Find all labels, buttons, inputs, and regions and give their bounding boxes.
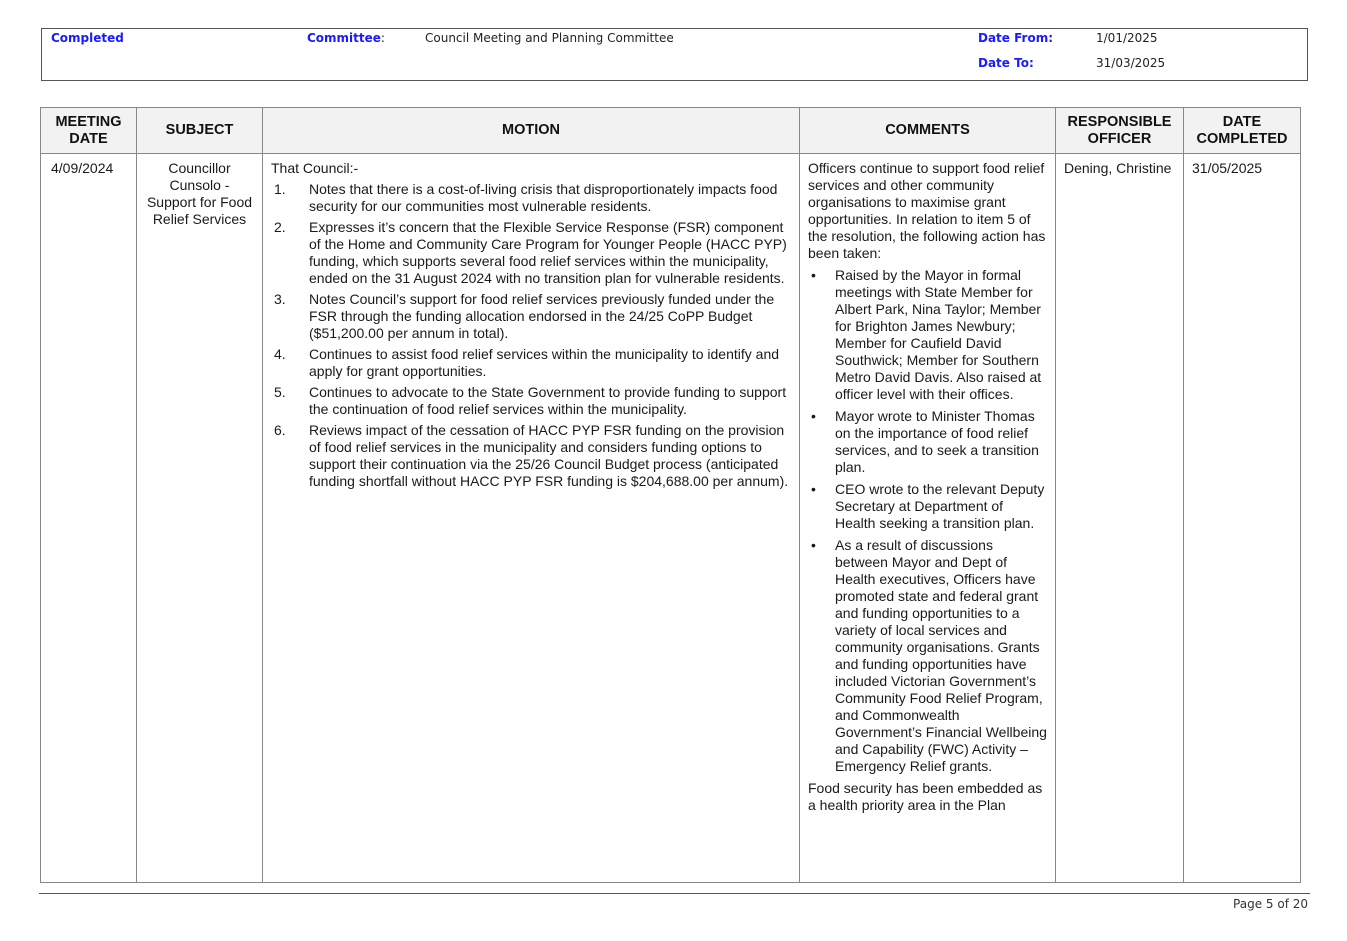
- responsible-officer-cell: Dening, Christine: [1056, 154, 1184, 883]
- column-header-comments: COMMENTS: [800, 108, 1056, 154]
- motion-item: 2. Expresses it’s concern that the Flexible Service Response (FSR) component of the Home and Community Care Program for Younger People (HACC PYP) funding, which supports several food relief services within the municipality, ended on the 31 August 2024 with no transition plan for vulnerable residents.: [274, 219, 787, 286]
- bullet-icon: •: [811, 267, 816, 283]
- comments-outro: Food security has been embedded as a health priority area in the Plan: [808, 780, 1043, 813]
- date-completed-cell: 31/05/2025: [1184, 154, 1301, 883]
- actions-table: [40, 107, 1301, 883]
- column-header-date-completed: DATE COMPLETED: [1184, 108, 1301, 154]
- footer-divider: [39, 893, 1310, 894]
- bullet-icon: •: [811, 481, 816, 497]
- comment-bullet: • Raised by the Mayor in formal meetings with State Member for Albert Park, Nina Taylor; Member for Brighton James Newbury; Member for Caufield David Southwick; Member for Southern Metro David Davis. Also raised at officer level with their offices.: [808, 267, 1047, 403]
- motion-list: [271, 181, 791, 490]
- column-header-subject: SUBJECT: [137, 108, 263, 154]
- date-from-label: Date From:: [978, 31, 1054, 45]
- report-header-box: [41, 28, 1308, 81]
- committee-label: Committee:: [307, 31, 385, 45]
- page-number: Page 5 of 20: [1233, 897, 1308, 911]
- comment-bullet: • CEO wrote to the relevant Deputy Secretary at Department of Health seeking a transition plan.: [808, 481, 1047, 532]
- date-to-label: Date To:: [978, 56, 1034, 70]
- comment-bullet: • Mayor wrote to Minister Thomas on the importance of food relief services, and to seek a transition plan.: [808, 408, 1047, 476]
- bullet-icon: •: [811, 537, 816, 553]
- motion-cell: [263, 154, 800, 883]
- bullet-icon: •: [811, 408, 816, 424]
- subject-cell: Councillor Cunsolo - Support for Food Relief Services: [137, 154, 263, 883]
- comments-intro: Officers continue to support food relief services and other community organisations to maximise grant opportunities. In relation to item 5 of the resolution, the following action has been taken:: [808, 160, 1046, 261]
- date-from-value: 1/01/2025: [1096, 31, 1158, 45]
- comments-bullet-list: [808, 267, 1047, 775]
- motion-item: 3. Notes Council’s support for food relief services previously funded under the FSR through the funding allocation endorsed in the 24/25 CoPP Budget ($51,200.00 per annum in total).: [274, 291, 775, 341]
- motion-item: 6. Reviews impact of the cessation of HACC PYP FSR funding on the provision of food relief services in the municipality and considers funding options to support their continuation via the 25/26 Council Budget process (anticipated funding shortfall without HACC PYP FSR funding is $204,688.00 per annum).: [274, 422, 789, 489]
- table-header-row: [41, 108, 1301, 154]
- committee-value: Council Meeting and Planning Committee: [425, 31, 674, 45]
- motion-item: 1. Notes that there is a cost-of-living crisis that disproportionately impacts food security for our communities most vulnerable residents.: [274, 181, 778, 214]
- meeting-date-cell: 4/09/2024: [41, 154, 137, 883]
- comments-cell: [800, 154, 1056, 883]
- column-header-motion: MOTION: [263, 108, 800, 154]
- comment-bullet: • As a result of discussions between Mayor and Dept of Health executives, Officers have promoted state and federal grant and funding opportunities to a variety of local services and community organisations. Grants and funding opportunities have included Victorian Government’s Community Food Relief Program, and Commonwealth Government’s Financial Wellbeing and Capability (FWC) Activity – Emergency Relief grants.: [808, 537, 1047, 775]
- motion-item: 4. Continues to assist food relief services within the municipality to identify and apply for grant opportunities.: [274, 346, 780, 379]
- column-header-meeting-date: MEETING DATE: [41, 108, 137, 154]
- motion-item: 5. Continues to advocate to the State Government to provide funding to support the continuation of food relief services within the municipality.: [274, 384, 787, 417]
- status-label: Completed: [51, 31, 124, 45]
- table-row: [41, 154, 1301, 883]
- motion-intro: That Council:-: [271, 160, 359, 176]
- date-to-value: 31/03/2025: [1096, 56, 1166, 70]
- column-header-responsible-officer: RESPONSIBLE OFFICER: [1056, 108, 1184, 154]
